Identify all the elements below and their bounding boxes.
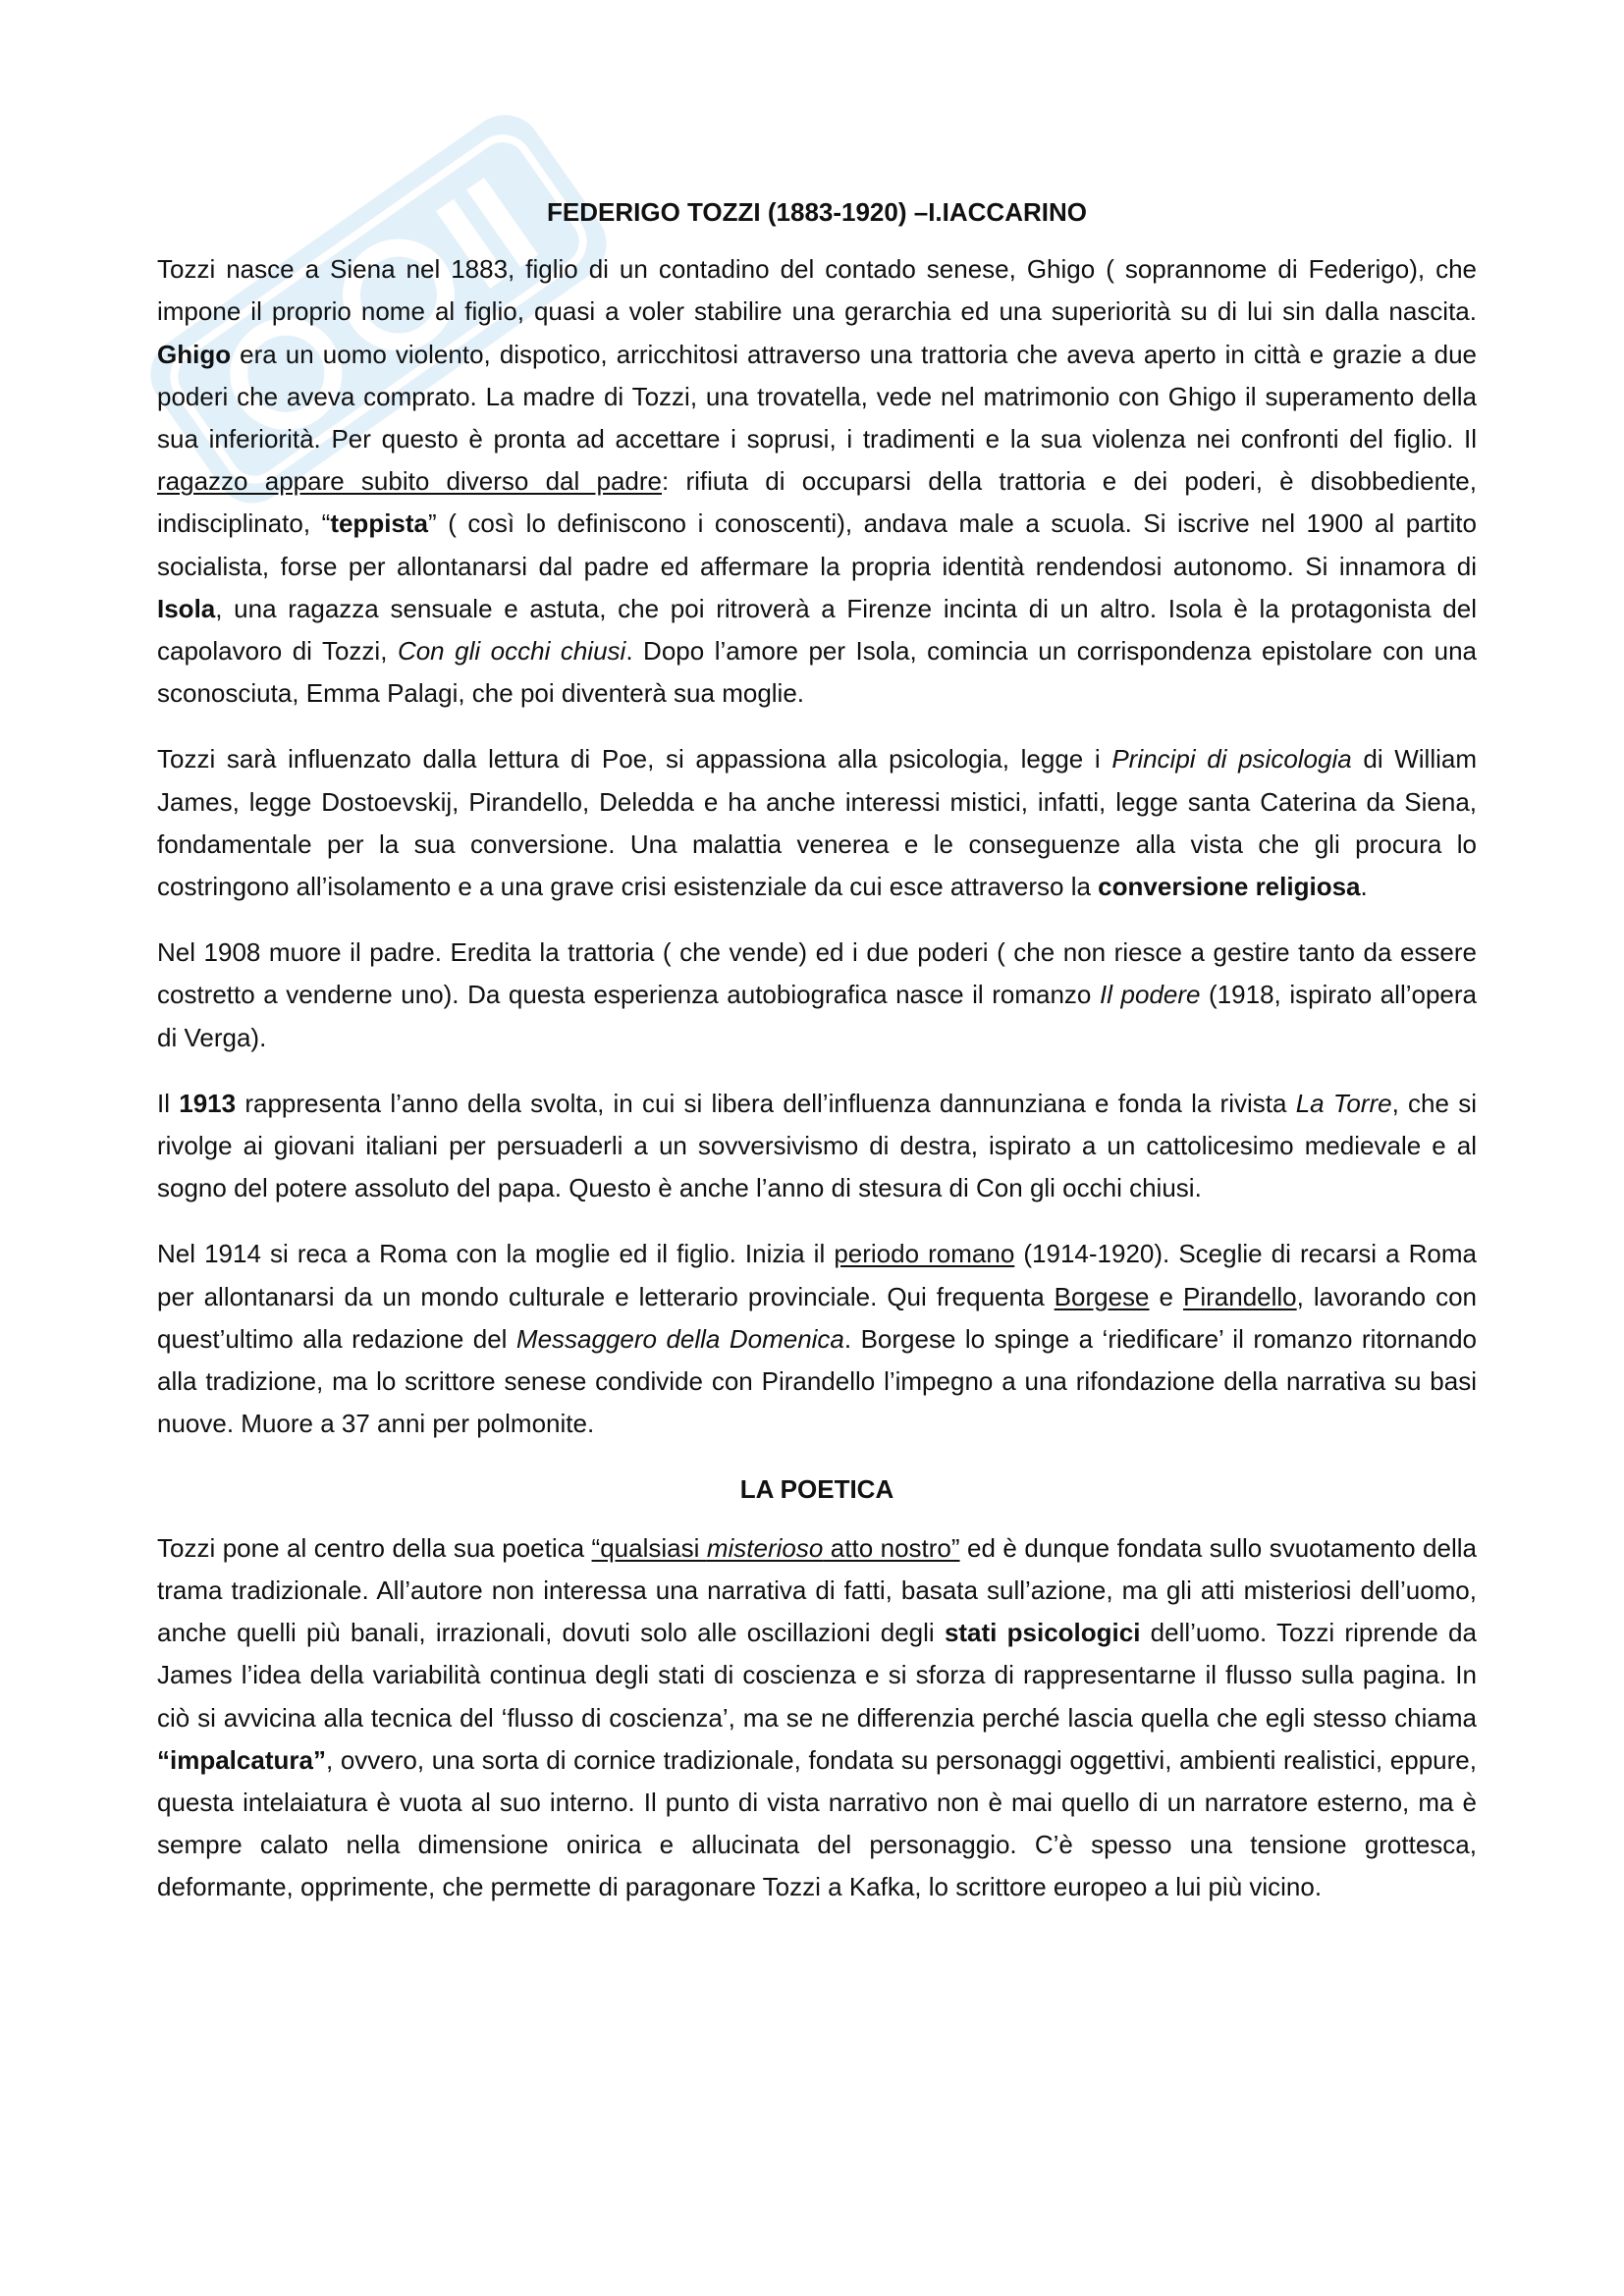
underlined-quote: “qualsiasi misterioso atto nostro”: [591, 1532, 960, 1563]
italic-principi-di-psicologia: Principi di psicologia: [1111, 744, 1352, 774]
underlined-borgese: Borgese: [1054, 1281, 1150, 1311]
paragraph-influences: Tozzi sarà influenzato dalla lettura di Poe, si appassiona alla psicologia, legge i Principi di psicologia di William James, legge Dostoevskij, Pirandello, Deledda e ha anche interessi mistici, infatti, legge santa Caterina da Siena, fondamentale per la sua conversione. Una malattia venerea e le conseguenze alla vista che gli procura lo costringono all’isolamento e a una grave crisi esistenziale da cui esce attraverso la conversione religiosa.: [157, 744, 1478, 902]
paragraph-periodo-romano: Nel 1914 si reca a Roma con la moglie ed il figlio. Inizia il periodo romano (1914-1920). Sceglie di recarsi a Roma per allontanarsi da un mondo culturale e letterario provinciale. Qui frequenta Borgese e Pirandello, lavorando con quest’ultimo alla redazione del Messaggero della Domenica. Borgese lo spinge a ‘riedificare’ il romanzo ritornando alla tradizione, ma lo scrittore senese condivide con Pirandello l’impegno a una rifondazione della narrativa su basi nuove. Muore a 37 anni per polmonite.: [157, 1239, 1478, 1439]
underlined-periodo-romano: periodo romano: [834, 1239, 1015, 1269]
bold-stati-psicologici: stati psicologici: [944, 1618, 1141, 1648]
bold-1913: 1913: [179, 1088, 237, 1118]
italic-messaggero-della-domenica: Messaggero della Domenica: [515, 1323, 844, 1354]
underlined-ragazzo: ragazzo appare subito diverso dal padre: [157, 466, 663, 497]
italic-il-podere: Il podere: [1099, 980, 1201, 1010]
document-title: FEDERIGO TOZZI (1883-1920) –I.IACCARINO: [547, 197, 1087, 227]
bold-impalcatura: “impalcatura”: [157, 1744, 326, 1775]
document-page: [157, 191, 1477, 1933]
italic-con-gli-occhi-chiusi: Con gli occhi chiusi: [397, 636, 626, 667]
paragraph-1913: Il 1913 rappresenta l’anno della svolta, in cui si libera dell’influenza dannunziana e fonda la rivista La Torre, che si rivolge ai giovani italiani per persuaderli a un sovversivismo di destra, ispirato a un cattolicesimo medievale e al sogno del potere assoluto del papa. Questo è anche l’anno di stesura di Con gli occhi chiusi.: [157, 1088, 1477, 1203]
bold-conversione-religiosa: conversione religiosa: [1098, 872, 1361, 902]
bold-ghigo: Ghigo: [157, 339, 232, 369]
bold-teppista: teppista: [330, 508, 428, 539]
bold-isola: Isola: [157, 593, 216, 623]
section-title-la-poetica: LA POETICA: [739, 1474, 894, 1505]
paragraph-podere: Nel 1908 muore il padre. Eredita la trattoria ( che vende) ed i due poderi ( che non riesce a gestire tanto da essere costretto a venderne uno). Da questa esperienza autobiografica nasce il romanzo Il podere (1918, ispirato all’opera di Verga).: [157, 937, 1478, 1052]
paragraph-poetica: Tozzi pone al centro della sua poetica “qualsiasi misterioso atto nostro” ed è dunque fondata sullo svuotamento della trama tradizionale. All’autore non interessa una narrativa di fatti, basata sull’azione, ma gli atti misteriosi dell’uomo, anche quelli più banali, irrazionali, dovuti solo alle oscillazioni degli stati psicologici dell’uomo. Tozzi riprende da James l’idea della variabilità continua degli stati di coscienza e si sforza di rappresentarne il flusso sulla pagina. In ciò si avvicina alla tecnica del ‘flusso di coscienza’, ma se ne differenzia perché lascia quella che egli stesso chiama “impalcatura”, ovvero, una sorta di cornice tradizionale, fondata su personaggi oggettivi, ambienti realistici, eppure, questa intelaiatura è vuota al suo interno. Il punto di vista narrativo non è mai quello di un narratore esterno, ma è sempre calato nella dimensione onirica e allucinata del personaggio. C’è spesso una tensione grottesca, deformante, opprimente, che permette di paragonare Tozzi a Kafka, lo scrittore europeo a lui più vicino.: [157, 1532, 1477, 1902]
paragraph-biography: Tozzi nasce a Siena nel 1883, figlio di un contadino del contado senese, Ghigo ( soprannome di Federigo), che impone il proprio nome al figlio, quasi a voler stabilire una gerarchia ed una superiorità su di lui sin dalla nascita. Ghigo era un uomo violento, dispotico, arricchitosi attraverso una trattoria che aveva aperto in città e grazie a due poderi che aveva comprato. La madre di Tozzi, una trovatella, vede nel matrimonio con Ghigo il superamento della sua inferiorità. Per questo è pronta ad accettare i soprusi, i tradimenti e la sua violenza nei confronti del figlio. Il ragazzo appare subito diverso dal padre: rifiuta di occuparsi della trattoria e dei poderi, è disobbediente, indisciplinato, “teppista” ( così lo definiscono i conoscenti), andava male a scuola. Si iscrive nel 1900 al partito socialista, forse per allontanarsi dal padre ed affermare la propria identità rendendosi autonomo. Si innamora di Isola, una ragazza sensuale e astuta, che poi ritroverà a Firenze incinta di un altro. Isola è la protagonista del capolavoro di Tozzi, Con gli occhi chiusi. Dopo l’amore per Isola, comincia un corrispondenza epistolare con una sconosciuta, Emma Palagi, che poi diventerà sua moglie.: [157, 254, 1478, 709]
italic-la-torre: La Torre: [1295, 1088, 1392, 1118]
underlined-pirandello: Pirandello: [1183, 1281, 1297, 1311]
